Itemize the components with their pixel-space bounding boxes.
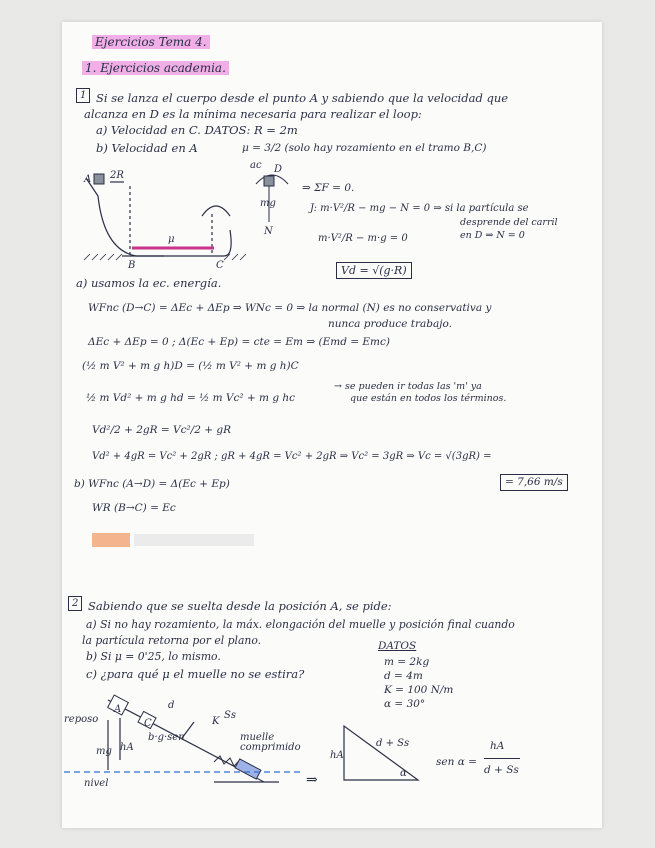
label-ss: Ss xyxy=(224,710,236,721)
label-muelle: muelle xyxy=(240,732,275,743)
eraser-smudge xyxy=(134,534,254,546)
ex1-a-line5: (½ m V² + m g h)D = (½ m V² + m g h)C xyxy=(82,360,299,372)
ex1-statement-line2: alcanza en D es la mínima necesaria para realizar el loop: xyxy=(84,107,422,121)
triangle-shape xyxy=(344,726,418,780)
result-vd: Vd = √(g·R) xyxy=(336,262,412,279)
ex1-part-b: b) Velocidad en A xyxy=(96,141,198,155)
incline-diagram xyxy=(64,690,324,800)
result-vc: = 7,66 m/s xyxy=(500,474,568,491)
ex1-part-a: a) Velocidad en C. DATOS: R = 2m xyxy=(96,123,298,137)
diagram-label-a: A xyxy=(84,174,92,185)
datos-item-2: K = 100 N/m xyxy=(384,684,454,696)
fbd-label-mg: mg xyxy=(260,198,276,209)
ex2-part-c: c) ¿para qué μ el muelle no se estira? xyxy=(86,667,305,681)
label-d: d xyxy=(168,700,175,711)
ex1-a-line4: ΔEc + ΔEp = 0 ; Δ(Ec + Ep) = cte = Em ⇒ (Emd = Emc) xyxy=(88,336,390,348)
free-body-diagram xyxy=(252,162,292,242)
tri-h: hA xyxy=(330,750,344,761)
ex1-a-line7: Vd²/2 + 2gR = Vc²/2 + gR xyxy=(92,424,231,436)
diagram-label-2r: 2R xyxy=(110,170,124,181)
section-title xyxy=(82,62,229,75)
diagram-label-mu: μ xyxy=(168,234,175,245)
label-comprimido: comprimido xyxy=(240,742,301,753)
label-k: K xyxy=(212,716,220,727)
page-title xyxy=(92,36,210,49)
title-highlight: Ejercicios Tema 4. xyxy=(92,35,210,49)
fbd-label-ac: ac xyxy=(250,160,262,171)
label-reposo: reposo xyxy=(64,714,99,725)
ex1-side-5: m·V²/R − m·g = 0 xyxy=(318,233,408,244)
ex1-side-3: desprende del carril xyxy=(460,217,558,228)
ex1-a-line8: Vd² + 4gR = Vc² + 2gR ; gR + 4gR = Vc² + 2gR ⇒ Vc² = 3gR ⇒ Vc = √(3gR) = xyxy=(92,451,492,462)
left-ramp xyxy=(86,178,164,256)
ex1-a-line2: WFnc (D→C) = ΔEc + ΔEp ⇒ WNc = 0 ⇒ la normal (N) es no conservativa y xyxy=(88,302,492,314)
fbd-block xyxy=(264,176,274,186)
ex1-statement-line1: Si se lanza el cuerpo desde el punto A y sabiendo que la velocidad que xyxy=(96,91,509,105)
subtitle-highlight: 1. Ejercicios academia. xyxy=(82,61,229,75)
ex1-a-note1: → se pueden ir todas las 'm' ya xyxy=(334,381,482,392)
label-slope: b·g·sen xyxy=(148,732,185,743)
label-ha: hA xyxy=(120,742,134,753)
tri-angle: α xyxy=(400,768,407,779)
datos-item-3: α = 30° xyxy=(384,698,426,710)
tri-hyp: d + Ss xyxy=(376,738,410,749)
ex1-side-2: J: m·V²/R − mg − N = 0 ⇒ si la partícula se xyxy=(310,203,529,214)
ex1-a-line3: nunca produce trabajo. xyxy=(328,318,452,330)
diagram-label-b: B xyxy=(128,260,136,271)
ex1-b-line2: WR (B→C) = Ec xyxy=(92,502,176,514)
fbd-label-d: D xyxy=(274,164,283,175)
ex2-part-a-line2: la partícula retorna por el plano. xyxy=(82,634,262,647)
triangle-diagram xyxy=(330,716,424,786)
ex2-number: 2 xyxy=(68,596,82,611)
ex2-part-b: b) Si μ = 0'25, lo mismo. xyxy=(86,650,221,663)
fbd-label-n: N xyxy=(264,226,273,237)
ex1-mu-note: μ = 3/2 (solo hay rozamiento en el tramo B,C) xyxy=(242,142,487,154)
label-nivel: nivel xyxy=(84,778,109,789)
right-curve xyxy=(224,230,231,256)
ex1-side-4: en D ⇒ N = 0 xyxy=(460,230,525,241)
orange-marker-block xyxy=(92,533,130,547)
ex1-number: 1 xyxy=(76,88,90,103)
diagram-label-c: C xyxy=(216,260,224,271)
ex1-a-note2: que están en todos los términos. xyxy=(350,393,507,404)
datos-item-1: d = 4m xyxy=(384,670,423,682)
label-mg: mg xyxy=(96,746,112,757)
datos-item-0: m = 2kg xyxy=(384,656,430,668)
fraction-bar xyxy=(484,758,520,759)
ex2-statement: Sabiendo que se suelta desde la posición A, se pide: xyxy=(88,599,392,613)
spring-block xyxy=(235,759,261,779)
ex1-side-1: ⇒ ΣF = 0. xyxy=(302,182,355,194)
label-c: C xyxy=(144,718,152,729)
sen-denominator: d + Ss xyxy=(484,764,519,776)
ex1-b-line1: b) WFnc (A→D) = Δ(Ec + Ep) xyxy=(74,478,230,490)
label-a: A xyxy=(114,704,122,715)
ex2-part-a-line1: a) Si no hay rozamiento, la máx. elongación del muelle y posición final cuando xyxy=(86,618,515,631)
implies-arrow: ⇒ xyxy=(306,772,318,788)
sen-formula: sen α = xyxy=(436,756,477,768)
datos-title: DATOS xyxy=(378,640,417,652)
loop-top xyxy=(202,206,230,216)
ex1-a-line1: a) usamos la ec. energía. xyxy=(76,276,222,290)
ex1-a-line6: ½ m Vd² + m g hd = ½ m Vc² + m g hc xyxy=(86,392,296,404)
block-a xyxy=(94,174,104,184)
sen-numerator: hA xyxy=(490,740,505,752)
